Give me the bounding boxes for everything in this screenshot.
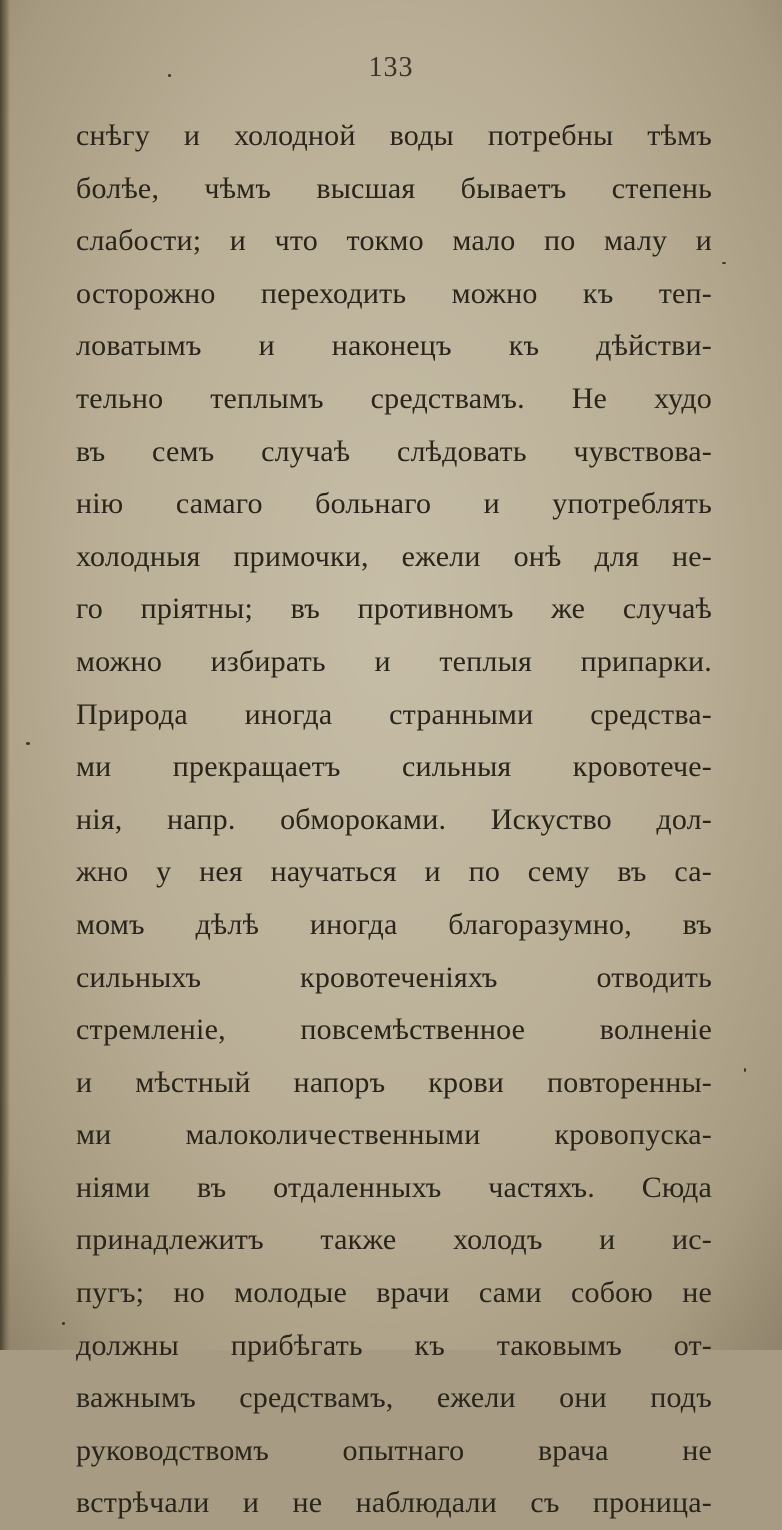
page-binding-shadow bbox=[0, 0, 10, 1350]
text-line: жно у нея научаться и по сему въ са- bbox=[76, 855, 712, 889]
text-line: снѣгу и холодной воды потребны тѣмъ bbox=[76, 119, 712, 152]
text-line: ловатымъ и наконецъ къ дѣйстви- bbox=[76, 329, 712, 363]
text-line: должны прибѣгать къ таковымъ от- bbox=[76, 1328, 712, 1362]
text-line: стремленіе, повсемѣственное волненіе bbox=[76, 1013, 712, 1047]
text-line: слабости; и что токмо мало по малу и bbox=[76, 224, 712, 258]
text-line: и мѣстный напоръ крови повторенны- bbox=[76, 1065, 712, 1099]
text-line: момъ дѣлѣ иногда благоразумно, въ bbox=[76, 907, 712, 941]
text-line: осторожно переходить можно къ теп- bbox=[76, 276, 712, 310]
text-line: Природа иногда странными средства- bbox=[76, 697, 712, 731]
ink-speck bbox=[168, 74, 171, 77]
text-line: нія, напр. обмороками. Искуство дол- bbox=[76, 802, 712, 836]
body-text bbox=[76, 110, 712, 1530]
text-line: въ семъ случаѣ слѣдовать чувствова- bbox=[76, 434, 712, 468]
text-line: можно избирать и теплыя припарки. bbox=[76, 644, 712, 678]
text-line: холодныя примочки, ежели онѣ для не- bbox=[76, 539, 712, 573]
text-line: тельно теплымъ средствамъ. Не худо bbox=[76, 381, 712, 415]
ink-speck bbox=[62, 1322, 65, 1325]
text-line: ніями въ отдаленныхъ частяхъ. Сюда bbox=[76, 1170, 712, 1204]
ink-speck bbox=[26, 742, 30, 745]
page-number: 133 bbox=[368, 52, 414, 83]
text-line: принадлежитъ также холодъ и ис- bbox=[76, 1223, 712, 1257]
text-line: болѣе, чѣмъ высшая бываетъ степень bbox=[76, 171, 712, 205]
text-line: ми прекращаетъ сильныя кровотече- bbox=[76, 750, 712, 784]
text-line: важнымъ средствамъ, ежели они подъ bbox=[76, 1381, 712, 1415]
ink-speck bbox=[744, 1068, 746, 1072]
text-line: нію самаго больнаго и употреблять bbox=[76, 487, 712, 521]
text-line: пугъ; но молодые врачи сами собою не bbox=[76, 1276, 712, 1310]
ink-speck bbox=[722, 262, 726, 264]
text-line: руководствомъ опытнаго врача не bbox=[76, 1433, 712, 1467]
text-line: ми малоколичественными кровопуска- bbox=[76, 1118, 712, 1152]
text-line: встрѣчали и не наблюдали съ проница- bbox=[76, 1486, 712, 1520]
text-line: сильныхъ кровотеченіяхъ отводить bbox=[76, 960, 712, 994]
text-line: го пріятны; въ противномъ же случаѣ bbox=[76, 592, 712, 626]
